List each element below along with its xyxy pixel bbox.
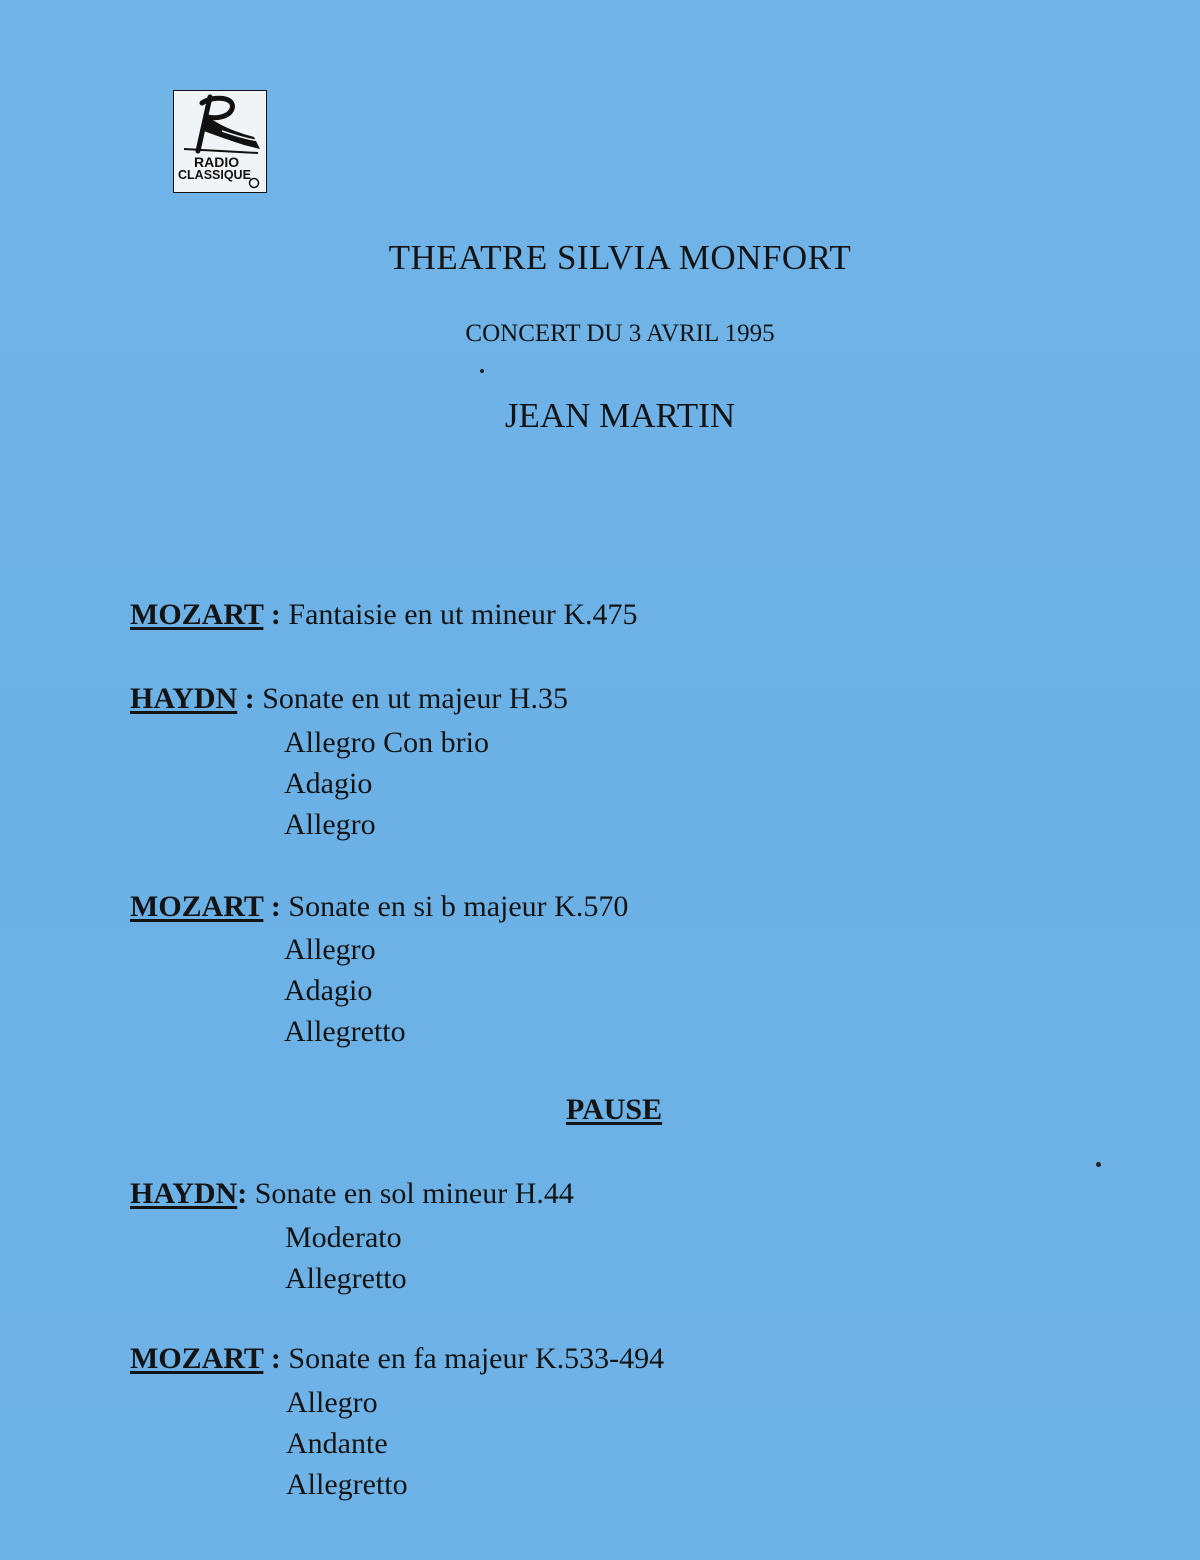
speck-mark bbox=[1096, 1162, 1101, 1167]
composer-name: HAYDN bbox=[130, 1177, 238, 1210]
radio-classique-logo bbox=[173, 90, 267, 193]
movement-item: Allegro bbox=[284, 933, 376, 966]
composer-separator: : bbox=[237, 1177, 255, 1210]
movement-item: Allegro bbox=[286, 1386, 378, 1419]
composer-separator: : bbox=[263, 1342, 289, 1375]
composer-name: HAYDN bbox=[130, 682, 238, 715]
composer-separator: : bbox=[263, 598, 289, 631]
program-work bbox=[130, 682, 568, 716]
program-work bbox=[130, 890, 628, 924]
work-title: Sonate en ut majeur H.35 bbox=[262, 682, 569, 715]
movement-item: Moderato bbox=[285, 1221, 402, 1254]
movement-list bbox=[286, 1382, 408, 1505]
composer-separator: : bbox=[263, 890, 289, 923]
venue-title: THEATRE SILVIA MONFORT bbox=[388, 238, 852, 277]
movement-list bbox=[284, 929, 406, 1052]
performer-name: JEAN MARTIN bbox=[504, 396, 736, 435]
intermission-heading: PAUSE bbox=[566, 1093, 663, 1126]
concert-date: CONCERT DU 3 AVRIL 1995 bbox=[465, 320, 775, 347]
work-title: Sonate en sol mineur H.44 bbox=[254, 1177, 574, 1210]
movement-list bbox=[285, 1217, 407, 1299]
movement-item: Allegro bbox=[284, 808, 376, 841]
composer-name: MOZART bbox=[130, 890, 264, 923]
composer-separator: : bbox=[237, 682, 263, 715]
composer-name: MOZART bbox=[130, 598, 264, 631]
work-title: Fantaisie en ut mineur K.475 bbox=[288, 598, 638, 631]
composer-name: MOZART bbox=[130, 1342, 264, 1375]
movement-item: Adagio bbox=[284, 767, 373, 800]
work-title: Sonate en si b majeur K.570 bbox=[288, 890, 629, 923]
movement-list bbox=[284, 722, 489, 845]
logo-text-radio: RADIO bbox=[194, 154, 240, 170]
work-title: Sonate en fa majeur K.533-494 bbox=[288, 1342, 665, 1375]
movement-item: Adagio bbox=[284, 974, 373, 1007]
movement-item: Allegro Con brio bbox=[284, 726, 489, 759]
movement-item: Allegretto bbox=[284, 1015, 406, 1048]
program-work bbox=[130, 598, 638, 632]
movement-item: Allegretto bbox=[286, 1468, 408, 1501]
radio-classique-logo-icon bbox=[174, 91, 268, 194]
program-work bbox=[130, 1342, 664, 1376]
program-work bbox=[130, 1177, 574, 1211]
movement-item: Andante bbox=[286, 1427, 388, 1460]
logo-text-classique: CLASSIQUE bbox=[178, 168, 251, 182]
movement-item: Allegretto bbox=[285, 1262, 407, 1295]
speck-mark bbox=[480, 369, 484, 373]
